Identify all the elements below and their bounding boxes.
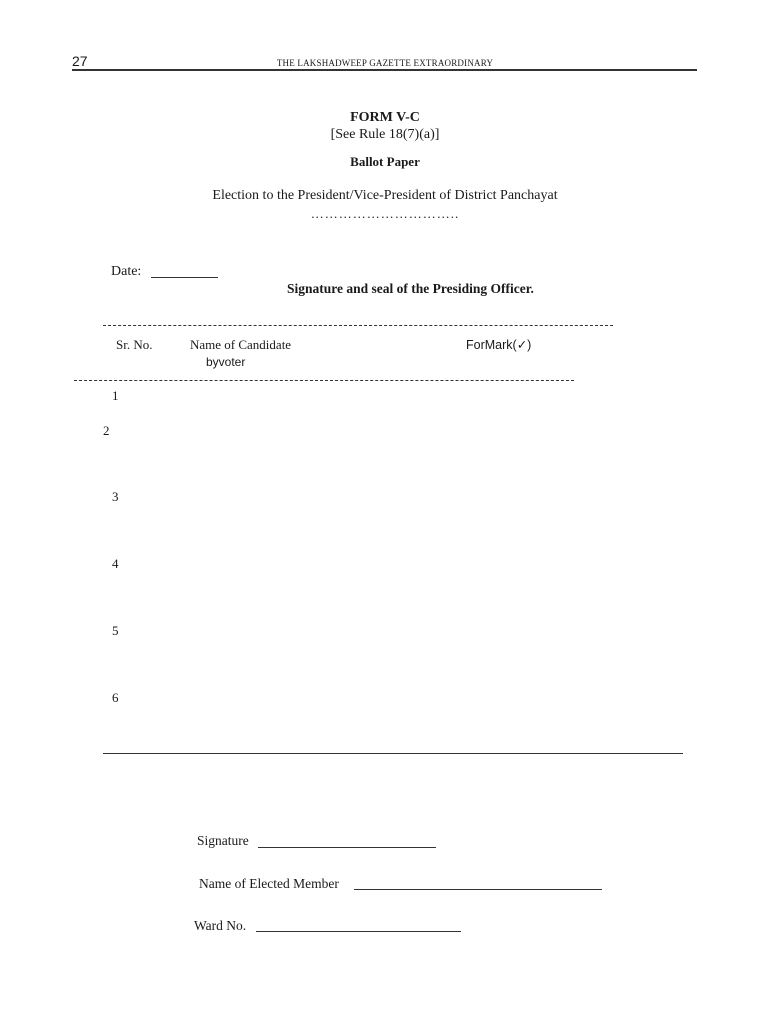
table-row-number: 4 [112,556,119,571]
table-row-number: 2 [103,423,110,438]
table-header-top-rule [103,325,613,326]
date-label: Date: [111,264,142,279]
column-header-candidate-name: Name of Candidate [190,337,292,352]
table-row-number: 3 [112,489,119,504]
ward-number-label: Ward No. [194,918,247,933]
elected-member-label: Name of Elected Member [199,876,339,891]
elected-member-blank-line [354,889,602,890]
table-bottom-rule [103,753,683,754]
column-header-sr-no: Sr. No. [116,337,153,352]
page-number: 27 [72,53,88,69]
form-title: FORM V-C [350,110,420,125]
signature-blank-line [258,847,436,848]
table-row-number: 6 [112,690,119,705]
table-row-number: 1 [112,388,119,403]
panchayat-name-blank: ………………………….. [310,206,460,221]
date-blank-line [151,277,218,278]
signature-label: Signature [197,833,249,848]
gazette-title: THE LAKSHADWEEP GAZETTE EXTRAORDINARY [276,58,494,68]
header-rule [72,69,697,71]
ward-number-blank-line [256,931,461,932]
column-header-byvoter: byvoter [206,355,246,369]
election-description: Election to the President/Vice-President of District Panchayat [212,188,558,203]
column-header-mark: ForMark(✓) [466,338,532,352]
table-row-number: 5 [112,623,119,638]
table-header-bottom-rule [74,380,574,381]
ballot-paper-title: Ballot Paper [350,154,420,169]
rule-reference: [See Rule 18(7)(a)] [330,127,440,142]
presiding-officer-signature-label: Signature and seal of the Presiding Officer. [287,281,534,296]
